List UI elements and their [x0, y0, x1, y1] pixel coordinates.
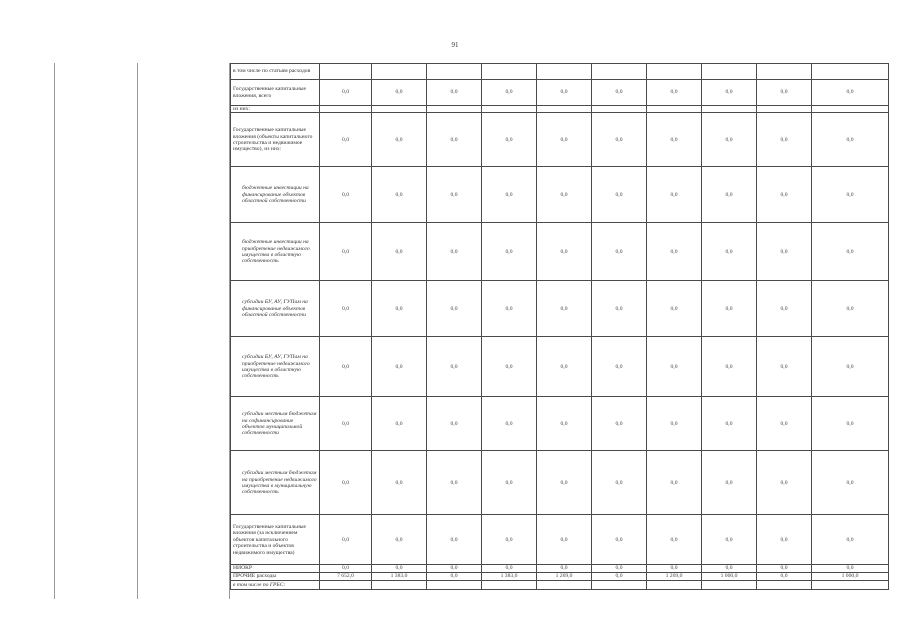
value-cell [647, 580, 702, 589]
value-cell: 0,0 [537, 337, 592, 397]
value-cell: 0,0 [537, 515, 592, 565]
table-row [231, 106, 889, 113]
value-cell [482, 64, 537, 80]
row-label: в том числе по статьям расходов [231, 64, 320, 80]
value-cell: 0,0 [647, 515, 702, 565]
value-cell: 0,0 [372, 451, 427, 515]
value-cell: 0,0 [537, 397, 592, 451]
value-cell [482, 106, 537, 113]
value-cell [592, 580, 647, 589]
table-row [231, 64, 889, 80]
value-cell: 0,0 [812, 281, 889, 337]
row-label: ПРОЧИЕ расходы [231, 572, 320, 580]
value-cell: 0,0 [647, 113, 702, 167]
value-cell: 0,0 [702, 397, 757, 451]
value-cell: 0,0 [482, 281, 537, 337]
value-cell: 0,0 [812, 515, 889, 565]
value-cell [757, 64, 812, 80]
value-cell: 0,0 [592, 397, 647, 451]
value-cell [482, 580, 537, 589]
value-cell: 0,0 [320, 515, 372, 565]
budget-table [230, 63, 889, 590]
value-cell [372, 106, 427, 113]
value-cell: 1 269,0 [647, 572, 702, 580]
value-cell: 0,0 [427, 397, 482, 451]
value-cell: 0,0 [702, 223, 757, 281]
value-cell: 0,0 [372, 397, 427, 451]
value-cell: 0,0 [482, 451, 537, 515]
table-row [231, 397, 889, 451]
value-cell: 0,0 [812, 80, 889, 106]
table-row [231, 515, 889, 565]
value-cell: 0,0 [482, 80, 537, 106]
value-cell [537, 64, 592, 80]
value-cell: 0,0 [647, 565, 702, 572]
row-label: бюджетные инвестиции на приобретение недвижимого имущества в областную собственность [231, 223, 320, 281]
value-cell: 0,0 [320, 167, 372, 223]
value-cell: 0,0 [757, 515, 812, 565]
table-row [231, 565, 889, 572]
table-row [231, 223, 889, 281]
value-cell: 0,0 [372, 515, 427, 565]
value-cell: 0,0 [537, 167, 592, 223]
value-cell: 0,0 [757, 451, 812, 515]
value-cell [812, 106, 889, 113]
value-cell [427, 106, 482, 113]
value-cell: 0,0 [702, 281, 757, 337]
value-cell [427, 580, 482, 589]
value-cell: 0,0 [757, 572, 812, 580]
value-cell [372, 580, 427, 589]
value-cell: 0,0 [702, 113, 757, 167]
value-cell: 0,0 [320, 80, 372, 106]
value-cell: 0,0 [427, 337, 482, 397]
value-cell [320, 580, 372, 589]
value-cell: 0,0 [320, 337, 372, 397]
value-cell: 1 383,0 [372, 572, 427, 580]
value-cell: 0,0 [427, 80, 482, 106]
row-label: в том числе по ГРБС: [231, 580, 320, 589]
value-cell: 0,0 [482, 565, 537, 572]
value-cell: 0,0 [757, 223, 812, 281]
value-cell: 0,0 [427, 281, 482, 337]
table-row [231, 80, 889, 106]
column-divider-2 [137, 63, 138, 599]
value-cell [647, 106, 702, 113]
value-cell: 0,0 [592, 337, 647, 397]
value-cell [812, 64, 889, 80]
value-cell: 0,0 [372, 223, 427, 281]
value-cell: 0,0 [320, 451, 372, 515]
value-cell: 0,0 [757, 397, 812, 451]
value-cell: 0,0 [372, 565, 427, 572]
table-row [231, 572, 889, 580]
row-label: субсидии местным бюджетам на приобретение недвижимого имущества в муниципальную собственность [231, 451, 320, 515]
value-cell: 0,0 [482, 515, 537, 565]
value-cell: 0,0 [702, 80, 757, 106]
value-cell: 0,0 [812, 337, 889, 397]
row-label: НИОКР [231, 565, 320, 572]
value-cell [537, 580, 592, 589]
value-cell: 0,0 [592, 515, 647, 565]
value-cell: 0,0 [320, 397, 372, 451]
value-cell: 0,0 [537, 281, 592, 337]
value-cell: 0,0 [592, 80, 647, 106]
value-cell: 0,0 [702, 337, 757, 397]
value-cell: 0,0 [812, 223, 889, 281]
value-cell: 0,0 [592, 167, 647, 223]
value-cell [702, 580, 757, 589]
value-cell: 0,0 [537, 113, 592, 167]
value-cell: 0,0 [647, 337, 702, 397]
value-cell: 0,0 [372, 167, 427, 223]
value-cell: 0,0 [320, 113, 372, 167]
value-cell: 0,0 [757, 80, 812, 106]
table-row [231, 113, 889, 167]
value-cell: 0,0 [647, 223, 702, 281]
value-cell: 0,0 [702, 167, 757, 223]
value-cell: 0,0 [757, 167, 812, 223]
value-cell: 1 269,0 [537, 572, 592, 580]
value-cell: 0,0 [537, 565, 592, 572]
value-cell: 0,0 [812, 565, 889, 572]
value-cell: 0,0 [482, 337, 537, 397]
value-cell: 0,0 [702, 451, 757, 515]
value-cell: 0,0 [427, 515, 482, 565]
value-cell: 1 000,0 [702, 572, 757, 580]
value-cell [537, 106, 592, 113]
value-cell: 0,0 [592, 281, 647, 337]
value-cell [647, 64, 702, 80]
value-cell [702, 64, 757, 80]
row-label: субсидии местным бюджетам на софинансирование объектов муниципальной собственности [231, 397, 320, 451]
value-cell: 0,0 [482, 223, 537, 281]
value-cell: 0,0 [372, 337, 427, 397]
value-cell [427, 64, 482, 80]
value-cell: 1 383,0 [482, 572, 537, 580]
value-cell [320, 64, 372, 80]
value-cell: 0,0 [702, 565, 757, 572]
value-cell: 0,0 [757, 281, 812, 337]
value-cell: 0,0 [702, 515, 757, 565]
value-cell: 0,0 [592, 572, 647, 580]
value-cell: 0,0 [647, 281, 702, 337]
value-cell: 0,0 [812, 451, 889, 515]
value-cell: 0,0 [537, 451, 592, 515]
value-cell: 0,0 [757, 565, 812, 572]
row-label: субсидии БУ, АУ, ГУПам на приобретение недвижимого имущества в областную собственность [231, 337, 320, 397]
value-cell: 0,0 [647, 80, 702, 106]
value-cell [757, 580, 812, 589]
row-label: Государственные капитальные вложения (за исключением объектов капитального строительства и объектов недвижимого имущества) [231, 515, 320, 565]
row-label: субсидии БУ, АУ, ГУПам на финансирование объектов областной собственности [231, 281, 320, 337]
row-label: бюджетные инвестиции на финансирование объектов областной собственности [231, 167, 320, 223]
value-cell: 0,0 [372, 80, 427, 106]
value-cell: 0,0 [647, 167, 702, 223]
value-cell: 0,0 [320, 223, 372, 281]
value-cell: 0,0 [757, 113, 812, 167]
value-cell: 0,0 [592, 223, 647, 281]
value-cell: 0,0 [757, 337, 812, 397]
value-cell: 0,0 [427, 113, 482, 167]
table-row [231, 167, 889, 223]
row-label: Государственные капитальные вложения, всего [231, 80, 320, 106]
value-cell: 0,0 [427, 223, 482, 281]
column-divider-1 [54, 63, 55, 599]
value-cell: 0,0 [647, 397, 702, 451]
value-cell [702, 106, 757, 113]
table-row [231, 451, 889, 515]
value-cell [372, 64, 427, 80]
value-cell [757, 106, 812, 113]
value-cell: 0,0 [320, 281, 372, 337]
row-label: Государственные капитальные вложения (объекты капитального строительства и недвижимое имущество), из них: [231, 113, 320, 167]
value-cell: 0,0 [537, 223, 592, 281]
value-cell: 0,0 [592, 565, 647, 572]
value-cell: 0,0 [372, 281, 427, 337]
value-cell: 0,0 [427, 167, 482, 223]
table-row [231, 281, 889, 337]
value-cell [592, 106, 647, 113]
value-cell: 0,0 [482, 167, 537, 223]
value-cell: 0,0 [482, 397, 537, 451]
value-cell: 0,0 [320, 565, 372, 572]
value-cell: 0,0 [592, 113, 647, 167]
value-cell: 0,0 [427, 572, 482, 580]
value-cell: 0,0 [647, 451, 702, 515]
table-row [231, 337, 889, 397]
value-cell: 0,0 [812, 113, 889, 167]
value-cell [320, 106, 372, 113]
page-number: 91 [451, 41, 459, 49]
value-cell: 0,0 [372, 113, 427, 167]
value-cell: 7 652,0 [320, 572, 372, 580]
value-cell: 0,0 [427, 565, 482, 572]
row-label: из них: [231, 106, 320, 113]
value-cell: 0,0 [592, 451, 647, 515]
value-cell: 0,0 [482, 113, 537, 167]
table-row [231, 580, 889, 589]
value-cell: 0,0 [537, 80, 592, 106]
value-cell: 0,0 [427, 451, 482, 515]
value-cell: 0,0 [812, 167, 889, 223]
value-cell: 1 000,0 [812, 572, 889, 580]
value-cell [812, 580, 889, 589]
value-cell [592, 64, 647, 80]
value-cell: 0,0 [812, 397, 889, 451]
